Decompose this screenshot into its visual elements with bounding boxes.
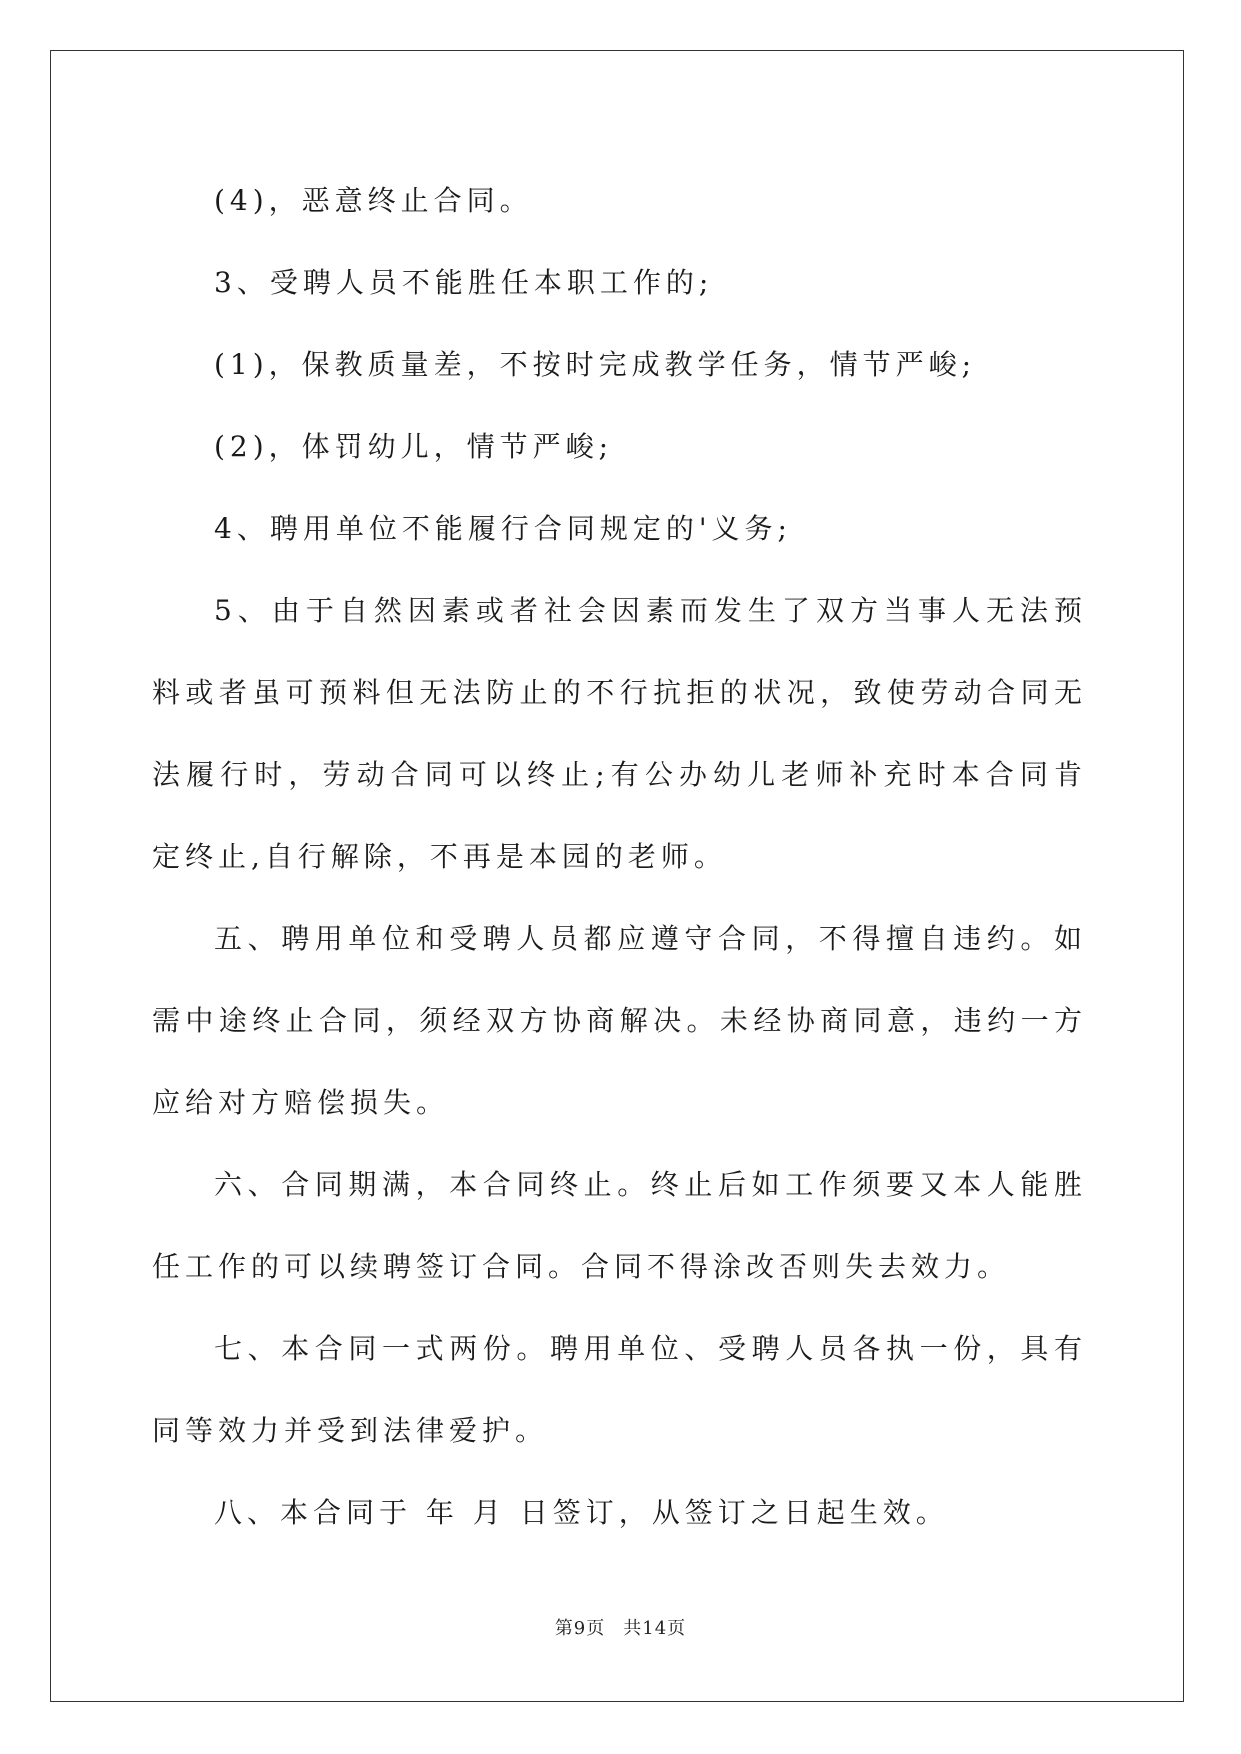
paragraph-clause-5: 5、由于自然因素或者社会因素而发生了双方当事人无法预料或者虽可预料但无法防止的不行抗拒的状况，致使劳动合同无法履行时，劳动合同可以终止;有公办幼儿老师补充时本合同肯定终止,自行解除，不再是本园的老师。 bbox=[152, 594, 1087, 873]
paragraph-clause-4: 4、聘用单位不能履行合同规定的'义务; bbox=[214, 512, 792, 545]
paragraph-clause-3: 3、受聘人员不能胜任本职工作的; bbox=[214, 266, 714, 299]
paragraph-section-7: 七、本合同一式两份。聘用单位、受聘人员各执一份，具有同等效力并受到法律爱护。 bbox=[152, 1332, 1087, 1447]
current-page-number: 第9页 bbox=[554, 1618, 606, 1639]
paragraph-section-8: 八、本合同于 年 月 日签订，从签订之日起生效。 bbox=[214, 1496, 949, 1529]
paragraph-section-6: 六、合同期满，本合同终止。终止后如工作须要又本人能胜任工作的可以续聘签订合同。合同不得涂改否则失去效力。 bbox=[152, 1168, 1087, 1283]
total-page-count: 共14页 bbox=[623, 1618, 687, 1639]
paragraph-clause-4-4: (4)，恶意终止合同。 bbox=[214, 184, 533, 217]
page-footer bbox=[0, 1614, 1241, 1640]
paragraph-clause-3-1: (1)，保教质量差，不按时完成教学任务，情节严峻; bbox=[214, 348, 977, 381]
paragraph-section-5: 五、聘用单位和受聘人员都应遵守合同，不得擅自违约。如需中途终止合同，须经双方协商解决。未经协商同意，违约一方应给对方赔偿损失。 bbox=[152, 922, 1087, 1119]
document-body bbox=[152, 160, 1087, 1554]
paragraph-clause-3-2: (2)，体罚幼儿，情节严峻; bbox=[214, 430, 614, 463]
